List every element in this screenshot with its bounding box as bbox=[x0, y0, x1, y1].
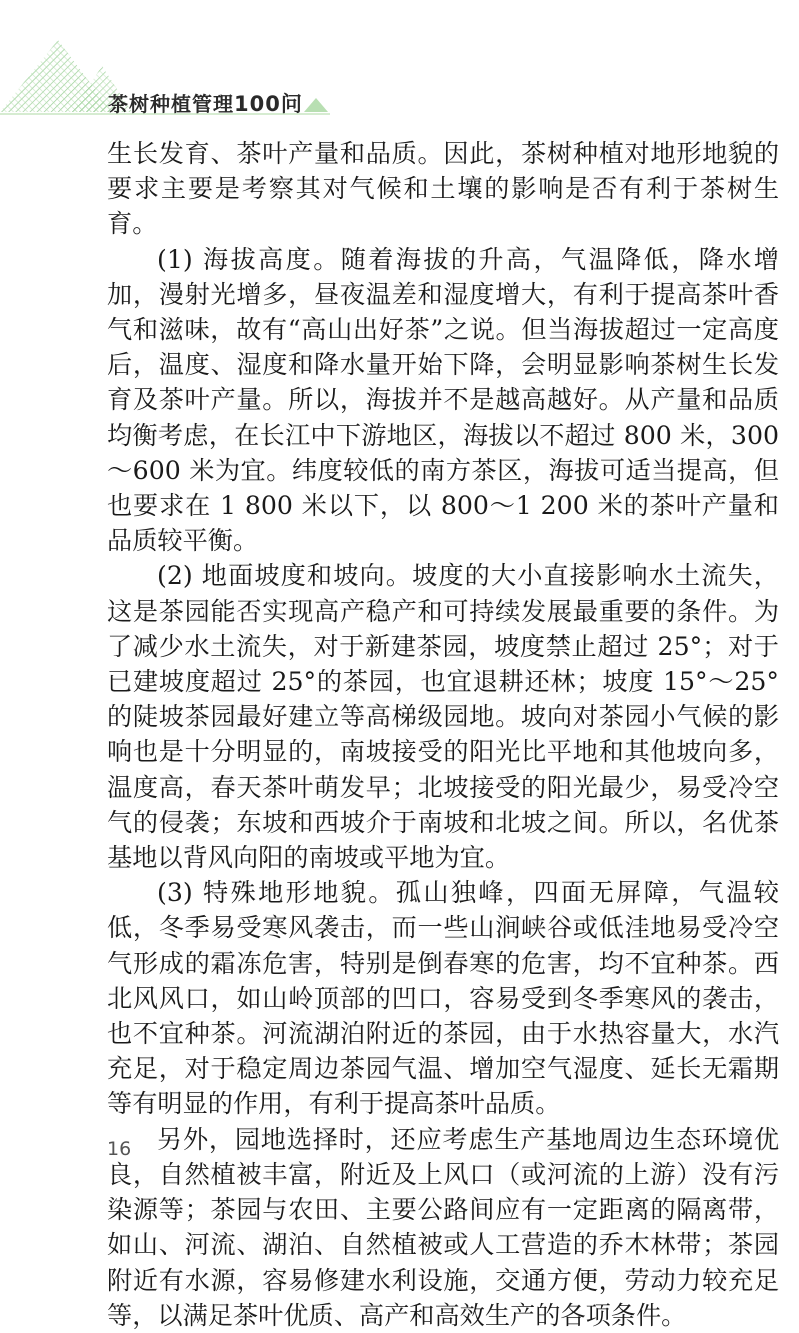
paragraph-special-terrain: (3) 特殊地形地貌。孤山独峰，四面无屏障，气温较低，冬季易受寒风袭击，而一些山涧峡谷或低洼地易受冷空气形成的霜冻危害，特别是倒春寒的危害，均不宜种茶。西北风风口，如山岭顶部的凹口，容易受到冬季寒风的袭击，也不宜种茶。河流湖泊附近的茶园，由于水热容量大，水汽充足，对于稳定周边茶园气温、增加空气湿度、延长无霜期等有明显的作用，有利于提高茶叶品质。 bbox=[107, 878, 779, 1119]
book-title-number: 100问 bbox=[234, 92, 303, 116]
running-header-title bbox=[108, 88, 303, 118]
paragraph-slope: (2) 地面坡度和坡向。坡度的大小直接影响水土流失，这是茶园能否实现高产稳产和可持续发展最重要的条件。为了减少水土流失，对于新建茶园，坡度禁止超过 25°；对于已建坡度超过 25°的茶园，也宜退耕还林；坡度 15°～25°的陡坡茶园最好建立等高梯级园地。坡向对茶园小气候的影响也是十分明显的，南坡接受的阳光比平地和其他坡向多，温度高，春天茶叶萌发早；北坡接受的阳光最少，易受冷空气的侵袭；东坡和西坡介于南坡和北坡之间。所以，名优茶基地以背风向阳的南坡或平地为宜。 bbox=[107, 561, 779, 873]
paragraph-additional: 另外，园地选择时，还应考虑生产基地周边生态环境优良，自然植被丰富，附近及上风口（或河流的上游）没有污染源等；茶园与农田、主要公路间应有一定距离的隔离带，如山、河流、湖泊、自然植被或人工营造的乔木林带；茶园附近有水源，容易修建水利设施，交通方便，劳动力较充足等，以满足茶叶优质、高产和高效生产的各项条件。 bbox=[107, 1124, 779, 1330]
book-title-text: 茶树种植管理 bbox=[108, 92, 234, 116]
paragraph-continuation: 生长发育、茶叶产量和品质。因此，茶树种植对地形地貌的要求主要是考察其对气候和土壤的影响是否有利于茶树生育。 bbox=[107, 139, 779, 239]
page-number: 16 bbox=[107, 1138, 132, 1160]
title-triangle-icon bbox=[304, 98, 328, 112]
paragraph-altitude: (1) 海拔高度。随着海拔的升高，气温降低，降水增加，漫射光增多，昼夜温差和湿度增大，有利于提高茶叶香气和滋味，故有“高山出好茶”之说。但当海拔超过一定高度后，温度、湿度和降水量开始下降，会明显影响茶树生长发育及茶叶产量。所以，海拔并不是越高越好。从产量和品质均衡考虑，在长江中下游地区，海拔以不超过 800 米，300～600 米为宜。纬度较低的南方茶区，海拔可适当提高，但也要求在 1 800 米以下，以 800～1 200 米的茶叶产量和品质较平衡。 bbox=[107, 244, 779, 556]
body-text bbox=[107, 136, 779, 1333]
